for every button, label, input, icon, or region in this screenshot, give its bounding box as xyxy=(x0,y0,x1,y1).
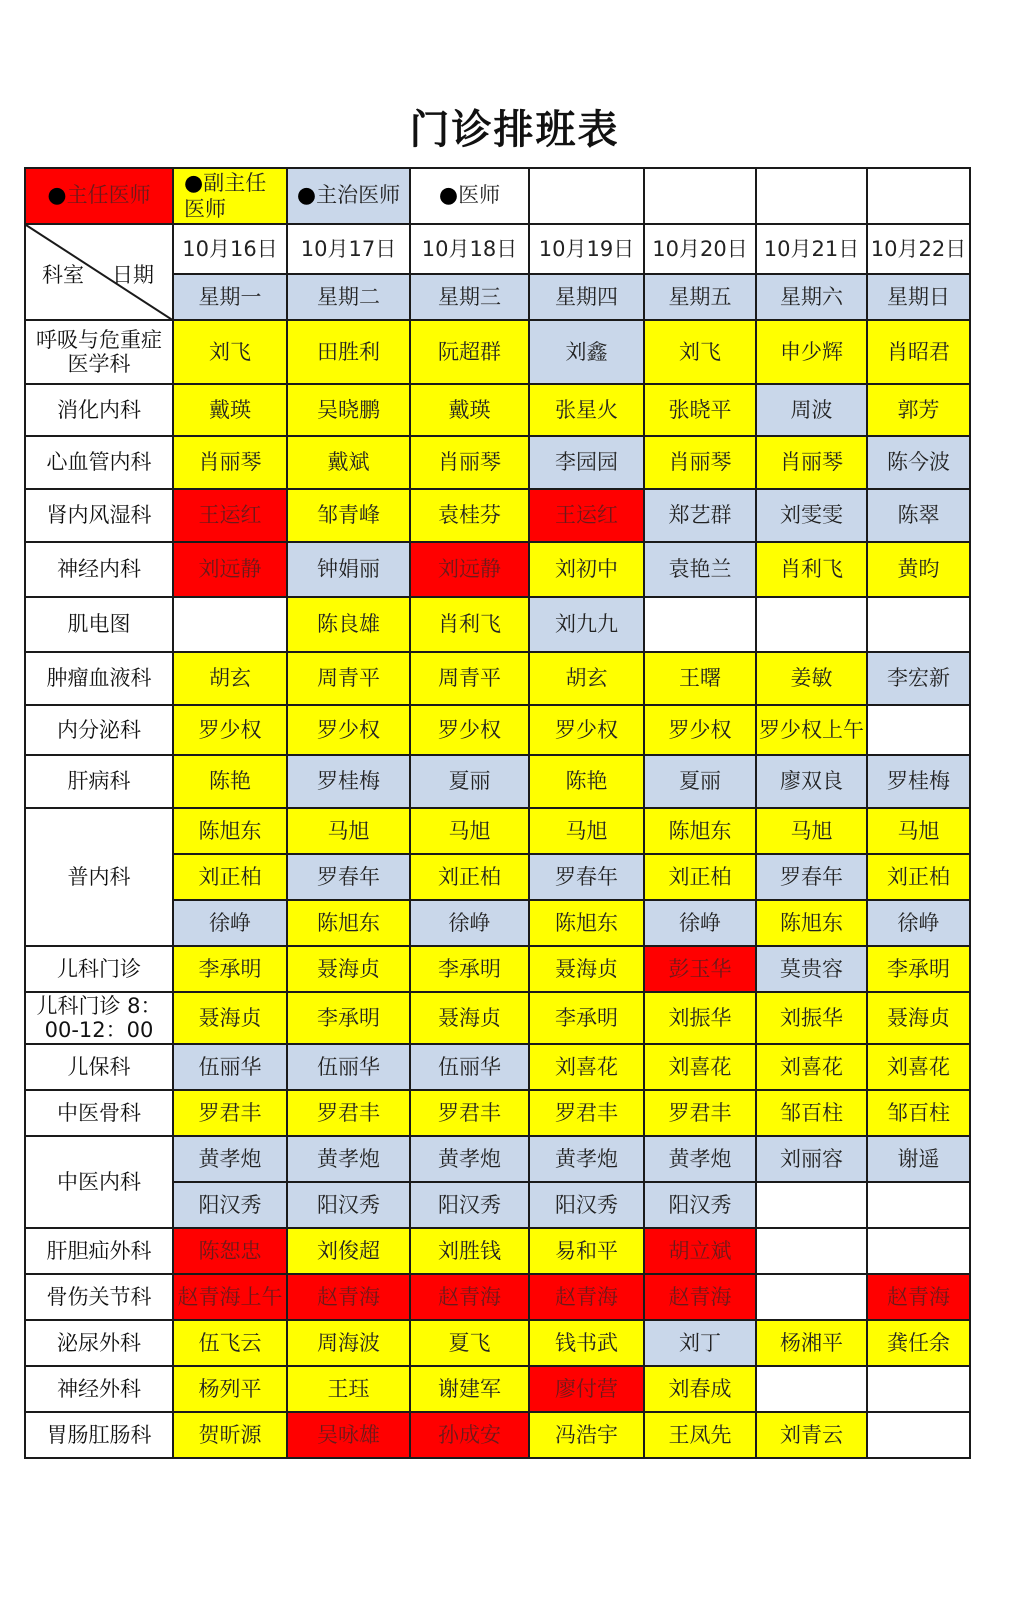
schedule-row xyxy=(25,946,970,992)
doctor-cell: 刘九九 xyxy=(529,597,644,652)
doctor-cell: 黄孝炮 xyxy=(287,1136,410,1182)
doctor-cell: 刘飞 xyxy=(173,320,287,384)
department-name: 消化内科 xyxy=(25,384,173,436)
legend-row xyxy=(25,168,970,224)
doctor-cell: 王曙 xyxy=(644,652,756,705)
weekday-cell: 星期四 xyxy=(529,274,644,320)
doctor-cell: 马旭 xyxy=(529,808,644,854)
doctor-cell: 廖付营 xyxy=(529,1366,644,1412)
date-cell: 10月20日 xyxy=(644,224,756,274)
doctor-cell: 刘鑫 xyxy=(529,320,644,384)
legend-empty-cell xyxy=(644,168,756,224)
doctor-cell: 罗少权 xyxy=(287,705,410,755)
legend-associate-chief-physician xyxy=(173,168,287,224)
schedule-row xyxy=(25,705,970,755)
doctor-cell: 阳汉秀 xyxy=(287,1182,410,1228)
doctor-cell: 杨湘平 xyxy=(756,1320,867,1366)
doctor-cell: 郭芳 xyxy=(867,384,970,436)
doctor-cell: 刘春成 xyxy=(644,1366,756,1412)
header-dept-label: 科室 xyxy=(42,263,84,287)
doctor-cell: 阳汉秀 xyxy=(644,1182,756,1228)
doctor-cell: 孙成安 xyxy=(410,1412,529,1458)
legend-label: 副主任医师 xyxy=(184,171,267,221)
doctor-cell: 夏飞 xyxy=(410,1320,529,1366)
department-name: 儿科门诊 xyxy=(25,946,173,992)
bullet-icon: ● xyxy=(296,183,317,209)
doctor-cell: 黄昀 xyxy=(867,542,970,597)
header-date-label: 日期 xyxy=(112,263,154,287)
department-name: 神经内科 xyxy=(25,542,173,597)
bullet-icon: ● xyxy=(47,183,67,209)
weekday-cell: 星期五 xyxy=(644,274,756,320)
doctor-cell: 聂海贞 xyxy=(867,992,970,1044)
doctor-cell: 李承明 xyxy=(287,992,410,1044)
doctor-cell: 吴晓鹏 xyxy=(287,384,410,436)
department-name: 呼吸与危重症医学科 xyxy=(25,320,173,384)
doctor-cell: 徐峥 xyxy=(410,900,529,946)
doctor-cell: 钱书武 xyxy=(529,1320,644,1366)
date-cell: 10月22日 xyxy=(867,224,970,274)
schedule-row xyxy=(25,1320,970,1366)
doctor-cell: 夏丽 xyxy=(410,755,529,808)
department-name: 中医骨科 xyxy=(25,1090,173,1136)
doctor-cell: 徐峥 xyxy=(173,900,287,946)
doctor-cell xyxy=(756,1274,867,1320)
department-name: 泌尿外科 xyxy=(25,1320,173,1366)
schedule-row xyxy=(25,1366,970,1412)
doctor-cell: 戴瑛 xyxy=(173,384,287,436)
doctor-cell: 刘振华 xyxy=(644,992,756,1044)
doctor-cell: 黄孝炮 xyxy=(644,1136,756,1182)
doctor-cell: 张晓平 xyxy=(644,384,756,436)
doctor-cell: 陈旭东 xyxy=(287,900,410,946)
doctor-cell xyxy=(867,1182,970,1228)
department-name: 心血管内科 xyxy=(25,436,173,489)
doctor-cell: 刘远静 xyxy=(410,542,529,597)
doctor-cell: 阳汉秀 xyxy=(410,1182,529,1228)
department-name: 肿瘤血液科 xyxy=(25,652,173,705)
doctor-cell: 罗少权 xyxy=(173,705,287,755)
department-name: 胃肠肛肠科 xyxy=(25,1412,173,1458)
doctor-cell xyxy=(756,1182,867,1228)
doctor-cell: 彭玉华 xyxy=(644,946,756,992)
doctor-cell: 罗君丰 xyxy=(287,1090,410,1136)
schedule-row xyxy=(25,489,970,542)
doctor-cell: 刘青云 xyxy=(756,1412,867,1458)
doctor-cell: 袁艳兰 xyxy=(644,542,756,597)
doctor-cell: 陈旭东 xyxy=(173,808,287,854)
doctor-cell: 徐峥 xyxy=(644,900,756,946)
doctor-cell: 王凤先 xyxy=(644,1412,756,1458)
doctor-cell: 吴咏雄 xyxy=(287,1412,410,1458)
doctor-cell: 陈今波 xyxy=(867,436,970,489)
schedule-row xyxy=(25,320,970,384)
doctor-cell: 罗君丰 xyxy=(644,1090,756,1136)
weekday-cell: 星期六 xyxy=(756,274,867,320)
legend-empty-cell xyxy=(867,168,970,224)
doctor-cell: 阳汉秀 xyxy=(173,1182,287,1228)
doctor-cell: 李承明 xyxy=(410,946,529,992)
doctor-cell: 肖利飞 xyxy=(410,597,529,652)
doctor-cell: 刘丁 xyxy=(644,1320,756,1366)
doctor-cell: 陈旭东 xyxy=(529,900,644,946)
legend-attending-physician xyxy=(287,168,410,224)
doctor-cell: 周海波 xyxy=(287,1320,410,1366)
doctor-cell: 肖丽琴 xyxy=(173,436,287,489)
doctor-cell: 刘胜钱 xyxy=(410,1228,529,1274)
doctor-cell: 袁桂芬 xyxy=(410,489,529,542)
doctor-cell: 马旭 xyxy=(756,808,867,854)
department-name: 儿科门诊 8：00-12：00 xyxy=(25,992,173,1044)
doctor-cell: 戴斌 xyxy=(287,436,410,489)
legend-label: 主治医师 xyxy=(316,183,401,208)
doctor-cell xyxy=(867,1412,970,1458)
doctor-cell: 马旭 xyxy=(287,808,410,854)
doctor-cell: 罗少权 xyxy=(410,705,529,755)
bullet-icon: ● xyxy=(184,171,204,197)
doctor-cell: 钟娟丽 xyxy=(287,542,410,597)
doctor-cell: 赵青海 xyxy=(644,1274,756,1320)
doctor-cell: 杨列平 xyxy=(173,1366,287,1412)
doctor-cell: 黄孝炮 xyxy=(410,1136,529,1182)
doctor-cell: 刘正柏 xyxy=(173,854,287,900)
doctor-cell: 胡立斌 xyxy=(644,1228,756,1274)
department-name: 骨伤关节科 xyxy=(25,1274,173,1320)
doctor-cell: 伍丽华 xyxy=(410,1044,529,1090)
doctor-cell: 陈艳 xyxy=(173,755,287,808)
weekday-cell: 星期三 xyxy=(410,274,529,320)
doctor-cell: 罗春年 xyxy=(529,854,644,900)
doctor-cell: 邹青峰 xyxy=(287,489,410,542)
date-cell: 10月17日 xyxy=(287,224,410,274)
doctor-cell: 刘喜花 xyxy=(756,1044,867,1090)
doctor-cell: 徐峥 xyxy=(867,900,970,946)
doctor-cell: 张星火 xyxy=(529,384,644,436)
doctor-cell: 罗桂梅 xyxy=(867,755,970,808)
schedule-row xyxy=(25,436,970,489)
weekday-cell: 星期一 xyxy=(173,274,287,320)
doctor-cell: 伍丽华 xyxy=(287,1044,410,1090)
doctor-cell: 刘雯雯 xyxy=(756,489,867,542)
doctor-cell: 肖丽琴 xyxy=(756,436,867,489)
doctor-cell: 罗少权 xyxy=(529,705,644,755)
doctor-cell: 刘俊超 xyxy=(287,1228,410,1274)
doctor-cell: 赵青海上午 xyxy=(173,1274,287,1320)
department-name: 内分泌科 xyxy=(25,705,173,755)
doctor-cell: 马旭 xyxy=(410,808,529,854)
doctor-cell: 陈艳 xyxy=(529,755,644,808)
doctor-cell: 黄孝炮 xyxy=(529,1136,644,1182)
doctor-cell xyxy=(756,597,867,652)
doctor-cell: 陈旭东 xyxy=(756,900,867,946)
doctor-cell: 谢遥 xyxy=(867,1136,970,1182)
doctor-cell: 赵青海 xyxy=(410,1274,529,1320)
date-cell: 10月18日 xyxy=(410,224,529,274)
doctor-cell: 刘喜花 xyxy=(644,1044,756,1090)
doctor-cell: 胡玄 xyxy=(529,652,644,705)
doctor-cell: 李承明 xyxy=(529,992,644,1044)
doctor-cell: 伍丽华 xyxy=(173,1044,287,1090)
doctor-cell: 黄孝炮 xyxy=(173,1136,287,1182)
doctor-cell: 聂海贞 xyxy=(410,992,529,1044)
schedule-row xyxy=(25,1228,970,1274)
doctor-cell: 阮超群 xyxy=(410,320,529,384)
doctor-cell: 肖丽琴 xyxy=(410,436,529,489)
doctor-cell: 罗春年 xyxy=(756,854,867,900)
doctor-cell: 肖昭君 xyxy=(867,320,970,384)
department-name: 肝病科 xyxy=(25,755,173,808)
legend-empty-cell xyxy=(756,168,867,224)
department-name: 肌电图 xyxy=(25,597,173,652)
department-name: 神经外科 xyxy=(25,1366,173,1412)
doctor-cell: 伍飞云 xyxy=(173,1320,287,1366)
doctor-cell: 李宏新 xyxy=(867,652,970,705)
doctor-cell: 周青平 xyxy=(287,652,410,705)
doctor-cell: 莫贵容 xyxy=(756,946,867,992)
doctor-cell: 贺昕源 xyxy=(173,1412,287,1458)
schedule-row xyxy=(25,1274,970,1320)
doctor-cell xyxy=(173,597,287,652)
doctor-cell: 罗少权 xyxy=(644,705,756,755)
doctor-cell: 刘飞 xyxy=(644,320,756,384)
doctor-cell: 罗少权上午 xyxy=(756,705,867,755)
doctor-cell: 田胜利 xyxy=(287,320,410,384)
schedule-table xyxy=(24,167,971,1459)
doctor-cell: 李承明 xyxy=(867,946,970,992)
schedule-row xyxy=(25,542,970,597)
date-cell: 10月21日 xyxy=(756,224,867,274)
doctor-cell: 易和平 xyxy=(529,1228,644,1274)
doctor-cell xyxy=(756,1366,867,1412)
department-name: 肾内风湿科 xyxy=(25,489,173,542)
legend-label: 医师 xyxy=(458,183,501,208)
doctor-cell: 罗君丰 xyxy=(173,1090,287,1136)
schedule-row xyxy=(25,1412,970,1458)
doctor-cell: 刘振华 xyxy=(756,992,867,1044)
doctor-cell: 聂海贞 xyxy=(529,946,644,992)
doctor-cell: 冯浩宇 xyxy=(529,1412,644,1458)
doctor-cell: 王珏 xyxy=(287,1366,410,1412)
doctor-cell: 申少辉 xyxy=(756,320,867,384)
doctor-cell: 刘喜花 xyxy=(867,1044,970,1090)
weekday-cell: 星期日 xyxy=(867,274,970,320)
schedule-row xyxy=(25,755,970,808)
doctor-cell: 阳汉秀 xyxy=(529,1182,644,1228)
doctor-cell: 王运红 xyxy=(173,489,287,542)
schedule-row xyxy=(25,1136,970,1182)
weekday-cell: 星期二 xyxy=(287,274,410,320)
doctor-cell: 聂海贞 xyxy=(173,992,287,1044)
schedule-row xyxy=(25,652,970,705)
doctor-cell: 赵青海 xyxy=(867,1274,970,1320)
legend-chief-physician xyxy=(25,168,173,224)
header-corner-cell xyxy=(25,224,173,320)
doctor-cell: 刘正柏 xyxy=(644,854,756,900)
doctor-cell: 戴瑛 xyxy=(410,384,529,436)
doctor-cell: 王运红 xyxy=(529,489,644,542)
doctor-cell: 陈良雄 xyxy=(287,597,410,652)
doctor-cell: 周波 xyxy=(756,384,867,436)
doctor-cell: 谢建军 xyxy=(410,1366,529,1412)
doctor-cell: 刘丽容 xyxy=(756,1136,867,1182)
doctor-cell: 周青平 xyxy=(410,652,529,705)
bullet-icon: ● xyxy=(438,183,459,209)
doctor-cell: 刘喜花 xyxy=(529,1044,644,1090)
page-title: 门诊排班表 xyxy=(409,107,620,153)
doctor-cell xyxy=(867,1228,970,1274)
doctor-cell: 刘初中 xyxy=(529,542,644,597)
legend-physician xyxy=(410,168,529,224)
schedule-row xyxy=(25,597,970,652)
doctor-cell: 聂海贞 xyxy=(287,946,410,992)
department-name: 普内科 xyxy=(25,808,173,946)
doctor-cell: 肖丽琴 xyxy=(644,436,756,489)
date-cell: 10月19日 xyxy=(529,224,644,274)
doctor-cell xyxy=(867,597,970,652)
doctor-cell: 陈旭东 xyxy=(644,808,756,854)
doctor-cell: 马旭 xyxy=(867,808,970,854)
doctor-cell: 陈恕忠 xyxy=(173,1228,287,1274)
doctor-cell: 廖双良 xyxy=(756,755,867,808)
doctor-cell: 刘远静 xyxy=(173,542,287,597)
doctor-cell: 李承明 xyxy=(173,946,287,992)
doctor-cell: 罗君丰 xyxy=(529,1090,644,1136)
department-name: 中医内科 xyxy=(25,1136,173,1228)
doctor-cell: 郑艺群 xyxy=(644,489,756,542)
date-cell: 10月16日 xyxy=(173,224,287,274)
legend-empty-cell xyxy=(529,168,644,224)
legend-label: 主任医师 xyxy=(66,183,151,208)
department-name: 肝胆疝外科 xyxy=(25,1228,173,1274)
schedule-row xyxy=(25,992,970,1044)
doctor-cell: 邹百柱 xyxy=(756,1090,867,1136)
doctor-cell xyxy=(644,597,756,652)
doctor-cell: 刘正柏 xyxy=(410,854,529,900)
doctor-cell: 罗君丰 xyxy=(410,1090,529,1136)
doctor-cell: 龚任余 xyxy=(867,1320,970,1366)
doctor-cell: 肖利飞 xyxy=(756,542,867,597)
department-name: 儿保科 xyxy=(25,1044,173,1090)
schedule-row xyxy=(25,808,970,854)
doctor-cell: 罗春年 xyxy=(287,854,410,900)
doctor-cell: 姜敏 xyxy=(756,652,867,705)
doctor-cell: 李园园 xyxy=(529,436,644,489)
doctor-cell: 夏丽 xyxy=(644,755,756,808)
doctor-cell: 邹百柱 xyxy=(867,1090,970,1136)
doctor-cell: 罗桂梅 xyxy=(287,755,410,808)
doctor-cell: 胡玄 xyxy=(173,652,287,705)
doctor-cell: 陈翠 xyxy=(867,489,970,542)
schedule-row xyxy=(25,1044,970,1090)
doctor-cell: 刘正柏 xyxy=(867,854,970,900)
schedule-row xyxy=(25,384,970,436)
schedule-row xyxy=(25,1090,970,1136)
date-row xyxy=(25,224,970,274)
doctor-cell xyxy=(756,1228,867,1274)
doctor-cell: 赵青海 xyxy=(529,1274,644,1320)
doctor-cell xyxy=(867,1366,970,1412)
doctor-cell: 赵青海 xyxy=(287,1274,410,1320)
doctor-cell xyxy=(867,705,970,755)
